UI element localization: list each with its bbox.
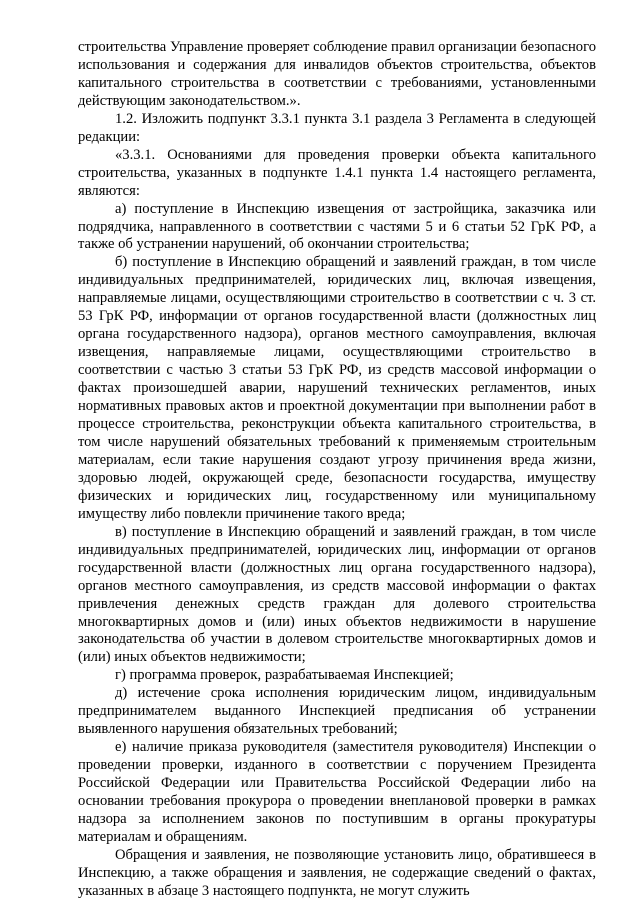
paragraph-item-d: д) истечение срока исполнения юридическим лицом, индивидуальным предпринимателем выданного Инспекцией предписания об устранении выявленного нарушения обязательных требований; [78, 685, 596, 738]
paragraph-item-b: б) поступление в Инспекцию обращений и заявлений граждан, в том числе индивидуальных предпринимателей, юридических лиц, включая извещения, направляемые лицами, осуществляющими строительство в соответствии с ч. 3 ст. 53 ГрК РФ, информации от органов государственной власти (должностных лиц органа государственного надзора), органов местного самоуправления, включая извещения, направляемые лицами, осуществляющими строительство в соответствии с частью 3 статьи 53 ГрК РФ, из средств массовой информации о фактах произошедшей аварии, нарушений технических регламентов, иных нормативных правовых актов и проектной документации при выполнении работ в процессе строительства, реконструкции объекта капитального строительства, в том числе нарушений обязательных требований к применяемым строительным материалам, если такие нарушения создают угрозу причинения вреда жизни, здоровью людей, окружающей среде, безопасности государства, имуществу физических и юридических лиц, государственному или муниципальному имуществу либо повлекли причинение такого вреда; [78, 254, 596, 522]
paragraph-amendment-1-2: 1.2. Изложить подпункт 3.3.1 пункта 3.1 раздела 3 Регламента в следующей редакции: [78, 110, 596, 145]
paragraph-item-v: в) поступление в Инспекцию обращений и заявлений граждан, в том числе индивидуальных предпринимателей, юридических лиц, информации от органов государственной власти (должностных лиц органа государственного надзора), органов местного самоуправления, из средств массовой информации о фактах привлечения денежных средств граждан для долевого строительства многоквартирных домов и (или) иных объектов недвижимости в нарушение законодательства об участии в долевом строительстве многоквартирных домов и (или) иных объектов недвижимости; [78, 523, 596, 666]
paragraph-anonymous-appeals: Обращения и заявления, не позволяющие установить лицо, обратившееся в Инспекцию, а также обращения и заявления, не содержащие сведений о фактах, указанных в абзаце 3 настоящего подпункта, не могут служить [78, 846, 596, 899]
paragraph-continuation: строительства Управление проверяет соблюдение правил организации безопасного использования и содержания для инвалидов объектов строительства, объектов капитального строительства в соответствии с требованиями, установленными действующим законодательством.». [78, 39, 596, 109]
paragraph-3-3-1-intro: «3.3.1. Основаниями для проведения проверки объекта капитального строительства, указанных в подпункте 1.4.1 пункта 1.4 настоящего регламента, являются: [78, 146, 596, 199]
paragraph-item-g: г) программа проверок, разрабатываемая Инспекцией; [115, 667, 454, 684]
paragraph-item-e: е) наличие приказа руководителя (заместителя руководителя) Инспекции о проведении проверки, изданного в соответствии с поручением Президента Российской Федерации или Правительства Российской Федерации либо на основании требования прокурора о проведении внеплановой проверки в рамках надзора за исполнением законов по поступившим в органы прокуратуры материалам и обращениям. [78, 739, 596, 845]
paragraph-item-a: а) поступление в Инспекцию извещения от застройщика, заказчика или подрядчика, направленного в соответствии с частями 5 и 6 статьи 52 ГрК РФ, а также об устранении нарушений, об окончании строительства; [78, 200, 596, 253]
